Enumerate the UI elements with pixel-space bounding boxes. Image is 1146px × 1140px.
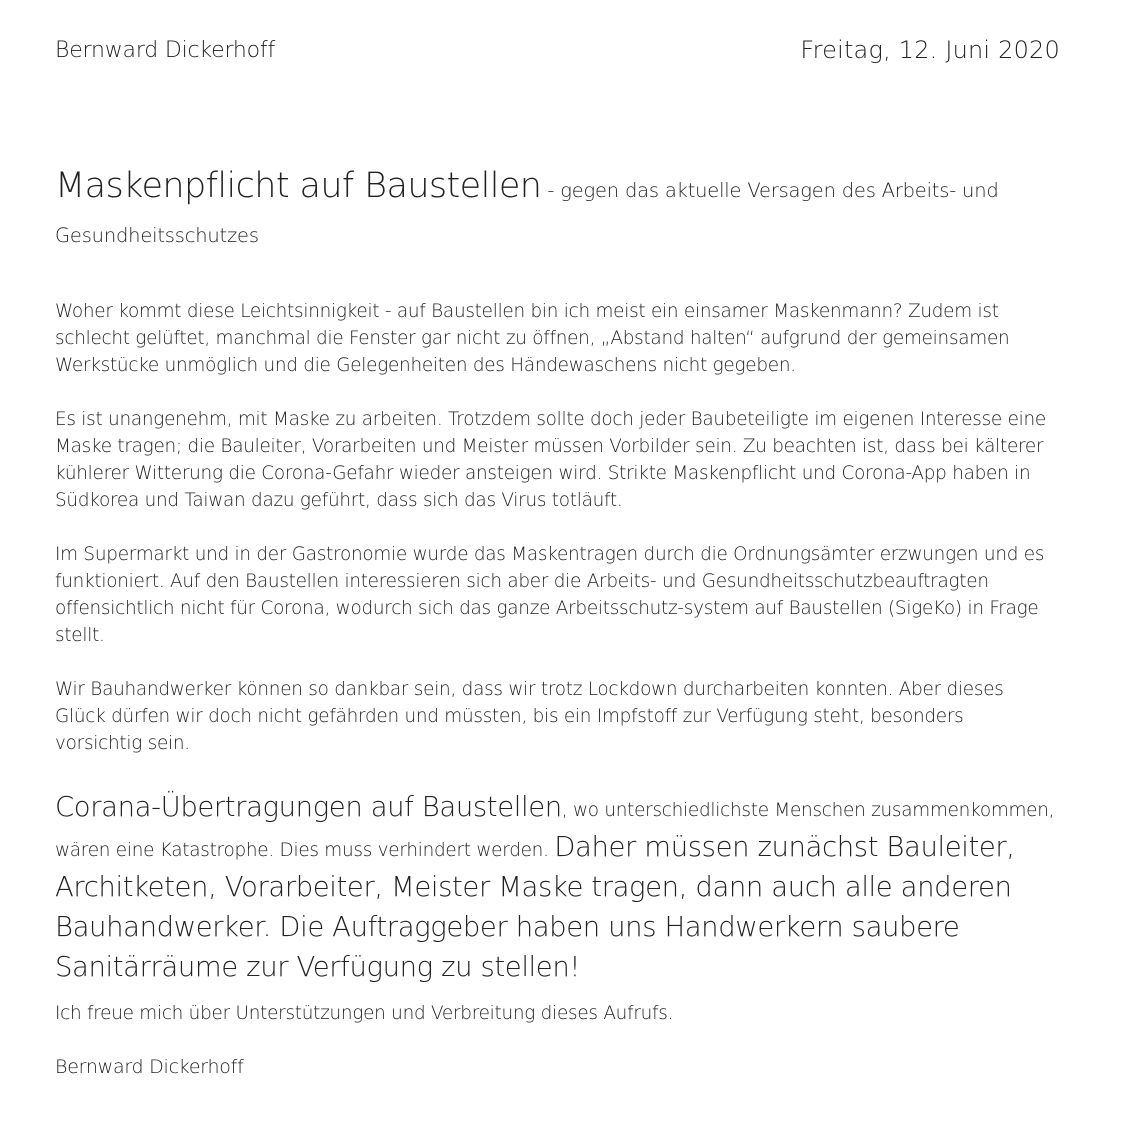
title-main: Maskenpflicht auf Baustellen (55, 166, 542, 206)
header-author: Bernward Dickerhoff (55, 38, 276, 63)
paragraph-2: Es ist unangenehm, mit Maske zu arbeiten. Trotzdem sollte doch jeder Baubeteiligte im eigenen Interesse eine Maske tragen; die Bauleiter, Vorarbeiten und Meister müssen Vorbilder sein. Zu beachten ist, dass bei kälterer kühlerer Witterung die Corona-Gefahr wieder ansteigen wird. Strikte Maskenpflicht und Corona-App haben in Südkorea und Taiwan dazu geführt, dass sich das Virus totläuft. (55, 409, 1046, 511)
appeal-paragraph (55, 789, 1055, 989)
paragraph-1: Woher kommt diese Leichtsinnigkeit - auf Baustellen bin ich meist ein einsamer Maskenmann? Zudem ist schlecht gelüftet, manchmal die Fenster gar nicht zu öffnen, „Abstand halten“ aufgrund der gemeinsamen Werkstücke unmöglich und die Gelegenheiten des Händewaschens nicht gegeben. (55, 301, 1010, 376)
closing-line: Ich freue mich über Unterstützungen und Verbreitung dieses Aufrufs. (55, 1003, 674, 1024)
header-date: Freitag, 12. Juni 2020 (800, 36, 1060, 64)
appeal-lead: Corana-Übertragungen auf Baustellen (55, 791, 562, 823)
title-subtitle: - gegen das aktuelle Versagen des Arbeits- und Gesundheitsschutzes (55, 179, 999, 247)
appeal-middle: , wo unterschiedlichste Menschen zusammenkommen, wären eine Katastrophe. Dies muss verhindert werden. (55, 800, 1055, 861)
page-title (55, 164, 1045, 259)
paragraph-3: Im Supermarkt und in der Gastronomie wurde das Maskentragen durch die Ordnungsämter erzwungen und es funktioniert. Auf den Baustellen interessieren sich aber die Arbeits- und Gesundheitsschutzbeauftragten offensichtlich nicht für Corona, wodurch sich das ganze Arbeitsschutz-system auf Baustellen (SigeKo) in Frage stellt. (55, 544, 1045, 646)
appeal-demand: Daher müssen zunächst Bauleiter, Architketen, Vorarbeiter, Meister Maske tragen, dann auch alle anderen Bauhandwerker. Die Auftraggeber haben uns Handwerkern saubere Sanitärräume zur Verfügung zu stellen! (55, 831, 1015, 983)
signature: Bernward Dickerhoff (55, 1056, 244, 1078)
paragraph-4: Wir Bauhandwerker können so dankbar sein, dass wir trotz Lockdown durcharbeiten konnten. Aber dieses Glück dürfen wir doch nicht gefährden und müssten, bis ein Impfstoff zur Verfügung steht, besonders vorsichtig sein. (55, 679, 1004, 754)
body-text (55, 298, 1055, 784)
